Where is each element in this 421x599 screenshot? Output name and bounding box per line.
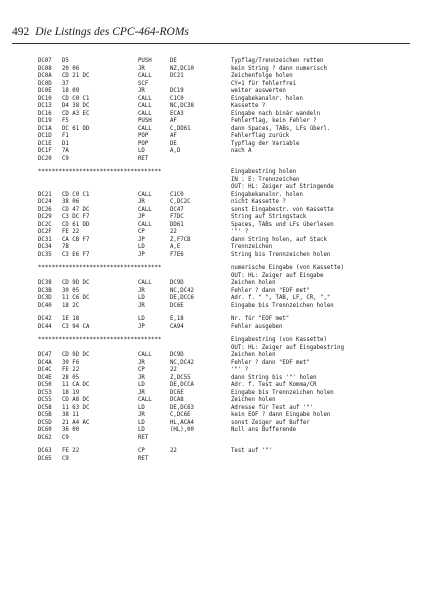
operand: Z,F7CB xyxy=(170,236,191,243)
opcode-bytes: CD 21 DC xyxy=(62,73,90,79)
comment: weiter auswerten xyxy=(231,88,286,94)
address: DC3B xyxy=(38,287,52,294)
comment: nach A xyxy=(231,148,252,154)
operand: E,18 xyxy=(170,316,184,322)
opcode-bytes: 7B xyxy=(62,244,69,250)
mnemonic: RET xyxy=(138,155,149,162)
address: DC4A xyxy=(38,359,52,366)
comment: Fehlerflag, kein Fehler ? xyxy=(231,118,317,124)
address: DC29 xyxy=(38,214,52,220)
address: DC60 xyxy=(38,427,52,433)
address: DC34 xyxy=(38,244,52,250)
address: DC13 xyxy=(38,103,52,109)
comment: Fehler ausgeben xyxy=(231,323,283,330)
opcode-bytes: 38 11 xyxy=(62,412,80,418)
operand: C,DD61 xyxy=(170,125,191,132)
mnemonic: LD xyxy=(138,148,145,154)
address: DC4C xyxy=(38,367,52,373)
opcode-bytes: 21 A4 AC xyxy=(62,419,90,426)
mnemonic: JP xyxy=(138,323,145,330)
opcode-bytes: F1 xyxy=(62,133,69,139)
opcode-bytes: 18 19 xyxy=(62,389,80,396)
page-number: 492 xyxy=(12,26,30,38)
operand: A,E xyxy=(170,244,181,250)
comment: Spaces, TABs und LFs überlesen xyxy=(231,221,334,228)
comment: Eingabe nach binär wandeln xyxy=(231,110,321,117)
address: DC24 xyxy=(38,199,52,205)
address: DC0A xyxy=(38,73,52,79)
mnemonic: LD xyxy=(138,427,145,433)
comment: dann String bis '"' holen xyxy=(231,374,317,381)
opcode-bytes: DC 61 DD xyxy=(62,125,90,132)
operand: NC,DC42 xyxy=(170,359,194,366)
mnemonic: CALL xyxy=(138,206,152,213)
address: DC08 xyxy=(38,65,52,72)
opcode-bytes: 20 06 xyxy=(62,65,80,72)
opcode-bytes: CA CB F7 xyxy=(62,236,90,243)
comment: dann String holen, auf Stack xyxy=(231,236,327,243)
comment: Eingabekanalnr. holen xyxy=(231,95,303,102)
opcode-bytes: C3 94 CA xyxy=(62,323,90,330)
address: DC07 xyxy=(38,58,52,64)
address: DC40 xyxy=(38,302,52,309)
opcode-bytes: C9 xyxy=(62,434,69,441)
opcode-bytes: 11 CA DC xyxy=(62,382,90,388)
mnemonic: JR xyxy=(138,374,145,381)
opcode-bytes: 36 00 xyxy=(62,427,80,433)
separator-stars: ************************************ xyxy=(38,337,162,343)
address: DC5B xyxy=(38,412,52,418)
opcode-bytes: 11 63 DC xyxy=(62,404,90,411)
mnemonic: CALL xyxy=(138,95,152,102)
operand: CA94 xyxy=(170,323,184,330)
address: DC53 xyxy=(38,389,52,396)
comment: Adr. f. " ", TAB, LF, CR, "," xyxy=(231,295,331,301)
comment: Zeichen holen xyxy=(231,397,276,403)
comment: String auf Stringstack xyxy=(231,214,307,220)
operand: DE xyxy=(170,140,177,147)
opcode-bytes: 18 09 xyxy=(62,88,80,94)
header-rule xyxy=(12,43,410,44)
comment: '"' ? xyxy=(231,367,249,373)
comment: Eingabekanalnr. holen xyxy=(231,191,303,198)
address: DC19 xyxy=(38,118,52,124)
comment: kein EOF ? dann Eingabe holen xyxy=(231,412,331,418)
address: DC65 xyxy=(38,455,52,462)
opcode-bytes: CD C0 C1 xyxy=(62,95,90,102)
comment: '"' ? xyxy=(231,229,249,235)
opcode-bytes: FE 22 xyxy=(62,448,80,454)
comment: Trennzeichen xyxy=(231,244,273,250)
comment: Fehler ? dann "EOF met" xyxy=(231,287,310,294)
address: DC0E xyxy=(38,88,52,94)
comment: sonst Zeiger auf Buffer xyxy=(231,419,310,426)
operand: DC21 xyxy=(170,73,184,79)
comment: Zeichenfolge holen xyxy=(231,73,293,79)
operand: C1C0 xyxy=(170,191,184,198)
mnemonic: CP xyxy=(138,229,145,235)
operand: DE,DCCA xyxy=(170,382,194,388)
section-title: Eingabestring (von Kassette) xyxy=(231,337,327,343)
opcode-bytes: F5 xyxy=(62,118,69,124)
opcode-bytes: CD A8 DC xyxy=(62,397,90,403)
operand: DE,DCC6 xyxy=(170,295,194,301)
mnemonic: JR xyxy=(138,412,145,418)
address: DC4E xyxy=(38,374,52,381)
opcode-bytes: C9 xyxy=(62,155,69,162)
comment: Eingabe bis Trennzeichen holen xyxy=(231,389,334,396)
opcode-bytes: 30 05 xyxy=(62,287,80,294)
mnemonic: CP xyxy=(138,448,145,454)
address: DC50 xyxy=(38,382,52,388)
opcode-bytes: 18 2C xyxy=(62,302,80,309)
operand: AF xyxy=(170,133,177,139)
address: DC0D xyxy=(38,80,52,87)
comment: Null ans Bufferende xyxy=(231,427,297,433)
mnemonic: CALL xyxy=(138,103,152,109)
section-title: numerische Eingabe (von Kassette) xyxy=(231,265,344,271)
opcode-bytes: 11 C6 DC xyxy=(62,295,90,301)
mnemonic: PUSH xyxy=(138,118,152,124)
comment: Typflag der Variable xyxy=(231,140,300,147)
opcode-bytes: D5 xyxy=(62,58,69,64)
mnemonic: POP xyxy=(138,133,149,139)
opcode-bytes: CD 61 DD xyxy=(62,221,90,228)
comment: Eingabe bis Trennzeichen holen xyxy=(231,302,334,309)
opcode-bytes: CD 9D DC xyxy=(62,280,90,286)
mnemonic: JP xyxy=(138,214,145,220)
comment: sonst Eingabestr. von Kassette xyxy=(231,206,334,213)
page-header xyxy=(12,26,189,38)
opcode-bytes: 28 05 xyxy=(62,374,80,381)
comment: Adresse für Test auf '"' xyxy=(231,404,314,411)
comment: CY=1 für fehlerfrei xyxy=(231,80,297,87)
mnemonic: PUSH xyxy=(138,58,152,64)
comment: kein String ? dann numerisch xyxy=(231,65,327,72)
mnemonic: CALL xyxy=(138,110,152,117)
mnemonic: LD xyxy=(138,419,145,426)
address: DC44 xyxy=(38,323,52,330)
mnemonic: JR xyxy=(138,199,145,205)
opcode-bytes: C9 xyxy=(62,455,69,462)
address: DC5D xyxy=(38,419,52,426)
address: DC31 xyxy=(38,236,52,243)
operand: NC,DC38 xyxy=(170,103,194,109)
operand: DC6E xyxy=(170,389,184,396)
opcode-bytes: 7A xyxy=(62,148,69,154)
address: DC55 xyxy=(38,397,52,403)
operand: DC9D xyxy=(170,280,184,286)
operand: DC47 xyxy=(170,206,184,213)
address: DC20 xyxy=(38,155,52,162)
operand: 22 xyxy=(170,367,177,373)
operand: DE,DC63 xyxy=(170,404,194,411)
opcode-bytes: 30 F6 xyxy=(62,359,80,366)
opcode-bytes: CD 9D DC xyxy=(62,352,90,358)
comment: OUT: HL: Zeiger auf Stringende xyxy=(231,184,334,190)
opcode-bytes: D1 xyxy=(62,140,69,147)
mnemonic: JR xyxy=(138,302,145,309)
opcode-bytes: 37 xyxy=(62,80,69,87)
operand: F7DC xyxy=(170,214,184,220)
operand: HL,ACA4 xyxy=(170,419,194,426)
mnemonic: CALL xyxy=(138,352,152,358)
opcode-bytes: 1E 18 xyxy=(62,316,80,322)
address: DC2F xyxy=(38,229,52,235)
operand: AF xyxy=(170,118,177,124)
opcode-bytes: D4 38 DC xyxy=(62,103,90,109)
mnemonic: JR xyxy=(138,65,145,72)
address: DC3D xyxy=(38,295,52,301)
mnemonic: CP xyxy=(138,367,145,373)
operand: DCA8 xyxy=(170,397,184,403)
separator-stars: ************************************ xyxy=(38,169,162,175)
comment: String bis Trennzeichen holen xyxy=(231,251,331,258)
operand: F7E6 xyxy=(170,251,184,258)
address: DC1A xyxy=(38,125,52,132)
mnemonic: LD xyxy=(138,404,145,411)
section-title: Eingabestring holen xyxy=(231,169,297,175)
address: DC62 xyxy=(38,434,52,441)
opcode-bytes: C3 E6 F7 xyxy=(62,251,90,258)
operand: (HL),00 xyxy=(170,427,194,433)
mnemonic: JP xyxy=(138,236,145,243)
address: DC47 xyxy=(38,352,52,358)
operand: DC6E xyxy=(170,302,184,309)
comment: Kassette ? xyxy=(231,103,266,109)
operand: DE xyxy=(170,58,177,64)
operand: DC19 xyxy=(170,88,184,94)
mnemonic: CALL xyxy=(138,280,152,286)
address: DC1E xyxy=(38,140,52,147)
operand: 22 xyxy=(170,448,177,454)
comment: IN : E: Trennzeichen xyxy=(231,176,300,183)
operand: Z,DC55 xyxy=(170,374,191,381)
comment: Fehlerflag zurück xyxy=(231,133,290,139)
address: DC1F xyxy=(38,148,52,154)
mnemonic: JR xyxy=(138,287,145,294)
mnemonic: JP xyxy=(138,251,145,258)
comment: Typflag/Trennzeichen retten xyxy=(231,58,324,64)
operand: A,D xyxy=(170,148,181,154)
mnemonic: JR xyxy=(138,88,145,94)
mnemonic: SCF xyxy=(138,80,149,87)
mnemonic: RET xyxy=(138,455,149,462)
opcode-bytes: FE 22 xyxy=(62,229,80,235)
comment: dann Spaces, TABs, LFs überl. xyxy=(231,125,331,132)
operand: ECA3 xyxy=(170,110,184,117)
opcode-bytes: CD A3 EC xyxy=(62,110,90,117)
operand: C,DC6E xyxy=(170,412,191,418)
comment: nicht Kassette ? xyxy=(231,199,286,205)
mnemonic: CALL xyxy=(138,191,152,198)
opcode-bytes: CD C0 C1 xyxy=(62,191,90,198)
mnemonic: CALL xyxy=(138,125,152,132)
operand: DD61 xyxy=(170,221,184,228)
mnemonic: CALL xyxy=(138,221,152,228)
address: DC42 xyxy=(38,316,52,322)
mnemonic: CALL xyxy=(138,397,152,403)
address: DC35 xyxy=(38,251,52,258)
mnemonic: LD xyxy=(138,244,145,250)
comment: Test auf '"' xyxy=(231,448,273,454)
operand: C1C0 xyxy=(170,95,184,102)
comment: OUT: HL: Zeiger auf Eingabe xyxy=(231,272,324,279)
mnemonic: CALL xyxy=(138,73,152,79)
mnemonic: LD xyxy=(138,295,145,301)
comment: Zeichen holen xyxy=(231,280,276,286)
operand: NC,DC42 xyxy=(170,287,194,294)
operand: C,DC2C xyxy=(170,199,191,205)
separator-stars: ************************************ xyxy=(38,265,162,271)
operand: NZ,DC10 xyxy=(170,65,194,72)
mnemonic: JR xyxy=(138,389,145,396)
comment: Adr. f. Test auf Komma/CR xyxy=(231,382,317,388)
opcode-bytes: CD 47 DC xyxy=(62,206,90,213)
operand: 22 xyxy=(170,229,177,235)
mnemonic: RET xyxy=(138,434,149,441)
opcode-bytes: C3 DC F7 xyxy=(62,214,90,220)
comment: Nr. für "EOF met" xyxy=(231,316,290,322)
mnemonic: POP xyxy=(138,140,149,147)
address: DC63 xyxy=(38,448,52,454)
operand: DC9D xyxy=(170,352,184,358)
mnemonic: LD xyxy=(138,382,145,388)
address: DC21 xyxy=(38,191,52,198)
address: DC1D xyxy=(38,133,52,139)
address: DC26 xyxy=(38,206,52,213)
mnemonic: LD xyxy=(138,316,145,322)
page-title: Die Listings des CPC-464-ROMs xyxy=(35,26,189,38)
address: DC10 xyxy=(38,95,52,102)
comment: Zeichen holen xyxy=(231,352,276,358)
address: DC38 xyxy=(38,280,52,286)
comment: Fehler ? dann "EOF met" xyxy=(231,359,310,366)
opcode-bytes: FE 22 xyxy=(62,367,80,373)
address: DC58 xyxy=(38,404,52,411)
opcode-bytes: 38 06 xyxy=(62,199,80,205)
address: DC2C xyxy=(38,221,52,228)
mnemonic: JR xyxy=(138,359,145,366)
address: DC16 xyxy=(38,110,52,117)
comment: OUT: HL: Zeiger auf Eingabestring xyxy=(231,344,344,351)
